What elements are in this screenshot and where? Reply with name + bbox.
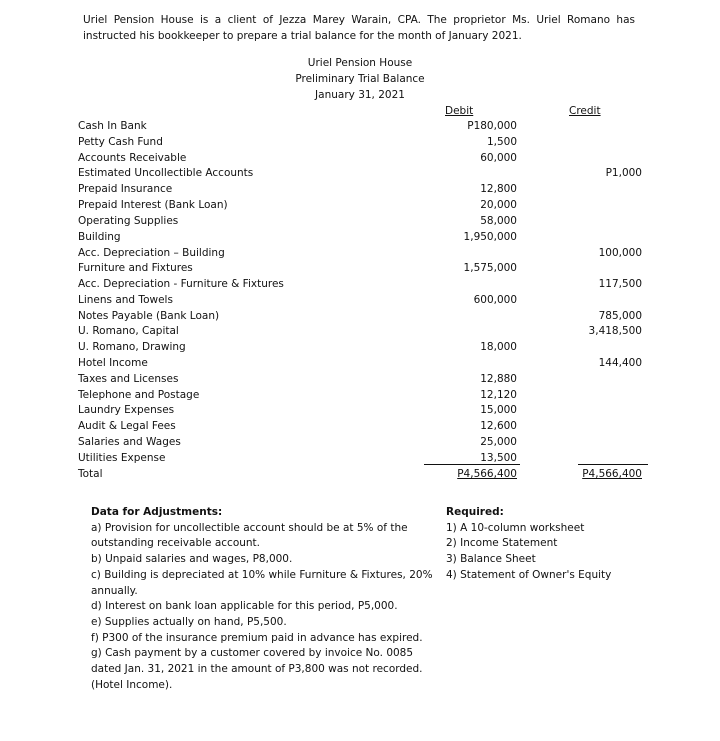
debit-total-rule (424, 464, 520, 465)
table-row-debit: 12,880 (480, 373, 517, 385)
report-title: Preliminary Trial Balance (295, 73, 425, 85)
table-row-account: Taxes and Licenses (78, 373, 179, 385)
adjustment-line: a) Provision for uncollectible account should be at 5% of the (91, 521, 408, 534)
debit-column-header: Debit (445, 105, 474, 117)
required-item: 2) Income Statement (446, 537, 558, 550)
required-item: 3) Balance Sheet (446, 553, 536, 566)
table-row-account: Utilities Expense (78, 452, 166, 464)
total-label: Total (78, 468, 103, 480)
adjustments-section (91, 505, 436, 693)
adjustment-line: outstanding receivable account. (91, 537, 261, 550)
table-row-account: Accounts Receivable (78, 152, 187, 164)
table-row-credit: P1,000 (605, 167, 642, 179)
required-section (446, 505, 646, 584)
table-row-account: Laundry Expenses (78, 404, 175, 416)
table-row-debit: 60,000 (480, 152, 517, 164)
table-row-debit: 13,500 (480, 452, 517, 464)
adjustment-line: c) Building is depreciated at 10% while Furniture & Fixtures, 20% (91, 568, 433, 581)
intro-paragraph: Uriel Pension House is a client of Jezza Marey Warain, CPA. The proprietor Ms. Uriel Romano has instructed his bookkeeper to prepare a trial balance for the month of January 2021. (83, 14, 635, 42)
required-title: Required: (446, 506, 504, 518)
table-row-debit: P180,000 (467, 120, 517, 132)
adjustment-line: b) Unpaid salaries and wages, P8,000. (91, 553, 293, 566)
table-row-account: Acc. Depreciation – Building (78, 247, 225, 259)
adjustment-line: d) Interest on bank loan applicable for this period, P5,000. (91, 600, 398, 613)
credit-total: P4,566,400 (582, 468, 642, 480)
credit-column-header: Credit (569, 105, 601, 117)
table-row-account: Operating Supplies (78, 215, 179, 227)
table-row-account: Hotel Income (78, 357, 148, 369)
table-row-debit: 1,950,000 (463, 231, 517, 243)
adjustment-line: (Hotel Income). (91, 678, 173, 691)
table-row-account: Estimated Uncollectible Accounts (78, 167, 254, 179)
table-row-account: Telephone and Postage (78, 389, 200, 401)
table-row-credit: 785,000 (598, 310, 642, 322)
required-item: 1) A 10-column worksheet (446, 521, 585, 534)
table-row-debit: 20,000 (480, 199, 517, 211)
table-row-debit: 18,000 (480, 341, 517, 353)
required-item: 4) Statement of Owner's Equity (446, 568, 612, 581)
adjustments-title: Data for Adjustments: (91, 506, 223, 518)
table-row-debit: 1,500 (486, 136, 517, 148)
table-row-debit: 600,000 (473, 294, 517, 306)
table-row-debit: 12,600 (480, 420, 517, 432)
table-row-debit: 12,800 (480, 183, 517, 195)
adjustment-line: g) Cash payment by a customer covered by invoice No. 0085 (91, 647, 414, 660)
table-row-debit: 58,000 (480, 215, 517, 227)
table-row-debit: 25,000 (480, 436, 517, 448)
table-row-account: Audit & Legal Fees (78, 420, 176, 432)
credit-total-rule (578, 464, 648, 465)
table-row-account: Prepaid Insurance (78, 183, 173, 195)
table-row-credit: 117,500 (598, 278, 642, 290)
table-row-account: Petty Cash Fund (78, 136, 163, 148)
table-row-account: Prepaid Interest (Bank Loan) (78, 199, 228, 211)
company-name: Uriel Pension House (307, 57, 413, 69)
table-row-credit: 144,400 (598, 357, 642, 369)
table-row-account: Building (78, 231, 121, 243)
table-row-credit: 3,418,500 (588, 325, 642, 337)
debit-total: P4,566,400 (457, 468, 517, 480)
table-row-account: Cash In Bank (78, 120, 147, 132)
table-row-account: Acc. Depreciation - Furniture & Fixtures (78, 278, 284, 290)
report-date: January 31, 2021 (315, 89, 405, 101)
table-row-account: Notes Payable (Bank Loan) (78, 310, 220, 322)
adjustment-line: f) P300 of the insurance premium paid in advance has expired. (91, 631, 423, 644)
table-row-account: Salaries and Wages (78, 436, 181, 448)
adjustment-line: annually. (91, 584, 138, 597)
table-row-debit: 15,000 (480, 404, 517, 416)
table-row-account: U. Romano, Capital (78, 325, 179, 337)
table-row-debit: 12,120 (480, 389, 517, 401)
table-row-account: Linens and Towels (78, 294, 173, 306)
table-row-account: Furniture and Fixtures (78, 262, 193, 274)
table-row-account: U. Romano, Drawing (78, 341, 186, 353)
table-row-debit: 1,575,000 (463, 262, 517, 274)
adjustment-line: dated Jan. 31, 2021 in the amount of P3,800 was not recorded. (91, 663, 423, 676)
table-row-credit: 100,000 (598, 247, 642, 259)
adjustment-line: e) Supplies actually on hand, P5,500. (91, 615, 287, 628)
